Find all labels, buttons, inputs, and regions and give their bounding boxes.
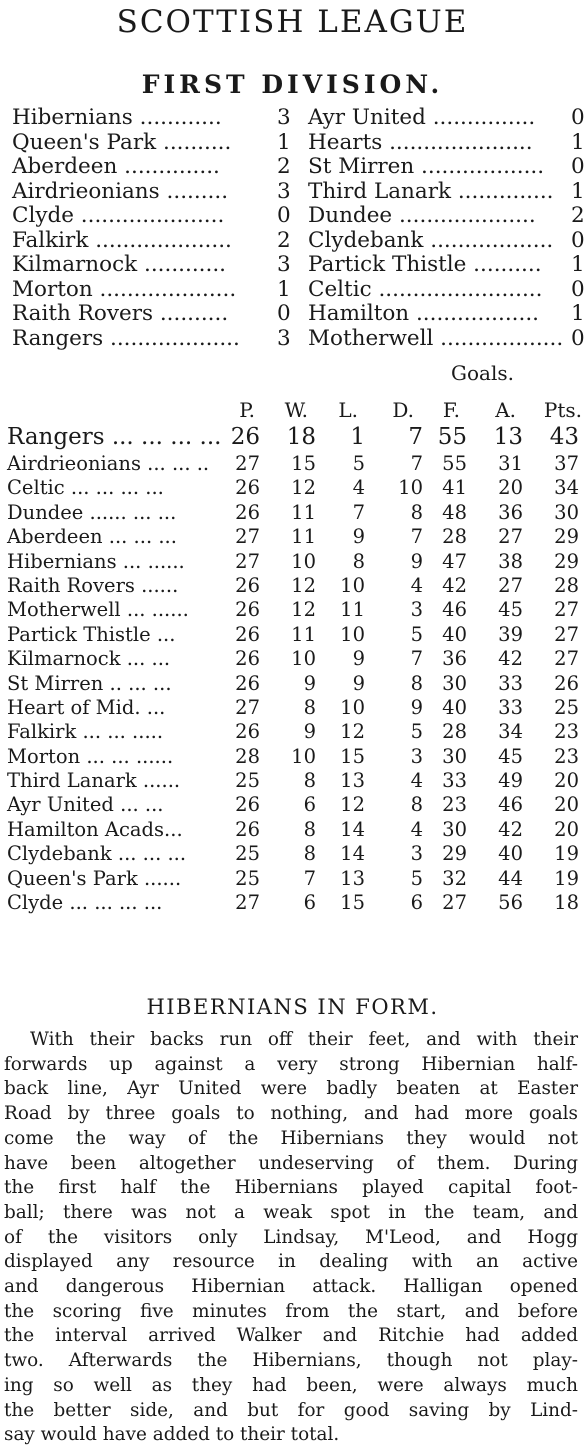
team-name: Ayr United ... ... <box>7 793 164 817</box>
stat-pts: 43 <box>549 424 579 450</box>
stat-l: 8 <box>352 549 365 573</box>
stat-a: 27 <box>498 573 523 597</box>
away-team: Hearts ..................... <box>308 129 533 155</box>
result-row <box>12 106 585 131</box>
stat-l: 14 <box>340 842 365 866</box>
stat-f: 29 <box>442 842 467 866</box>
stat-pts: 26 <box>554 671 579 695</box>
stat-f: 47 <box>442 549 467 573</box>
stat-f: 46 <box>442 598 467 622</box>
home-team: Aberdeen .............. <box>12 154 220 179</box>
stat-f: 32 <box>442 866 467 890</box>
stat-w: 11 <box>291 500 316 524</box>
stat-l: 4 <box>352 476 365 500</box>
stat-a: 40 <box>498 842 523 866</box>
stat-w: 8 <box>303 842 316 866</box>
stat-d: 5 <box>410 720 423 744</box>
away-goals: 0 <box>571 105 585 130</box>
stat-pts: 19 <box>554 866 579 890</box>
league-table <box>7 423 585 915</box>
team-name: Morton ... ... ...... <box>7 744 174 768</box>
article-line: With their backs run off their feet, and with their <box>30 1029 578 1050</box>
stat-f: 55 <box>442 452 467 475</box>
header-played: P. <box>239 398 255 422</box>
stat-d: 10 <box>398 476 423 500</box>
stat-w: 10 <box>291 549 316 573</box>
team-name: St Mirren .. ... ... <box>7 671 172 695</box>
stat-w: 12 <box>291 598 316 622</box>
home-goals: 0 <box>277 203 291 228</box>
stat-f: 41 <box>442 476 467 500</box>
away-team: Dundee .................... <box>308 203 536 228</box>
stat-l: 10 <box>340 573 365 597</box>
result-row <box>12 131 585 156</box>
stat-d: 7 <box>410 452 423 475</box>
header-won: W. <box>284 398 308 422</box>
stat-a: 33 <box>498 671 523 695</box>
article-line: forwards up against a very strong Hibernian half- <box>4 1053 578 1075</box>
table-row <box>7 720 585 744</box>
stat-d: 9 <box>410 549 423 573</box>
team-name: Aberdeen ... ... ... <box>7 525 177 549</box>
home-goals: 1 <box>277 129 291 155</box>
stat-f: 30 <box>442 671 467 695</box>
stat-a: 31 <box>498 452 523 475</box>
stat-p: 26 <box>230 424 260 450</box>
table-row <box>7 891 585 915</box>
stat-l: 10 <box>340 622 365 646</box>
stat-a: 49 <box>498 769 523 793</box>
stat-d: 4 <box>410 573 423 597</box>
article-heading: HIBERNIANS IN FORM. <box>146 995 439 1019</box>
stat-w: 10 <box>291 744 316 768</box>
away-goals: 1 <box>571 301 585 326</box>
stat-w: 6 <box>303 891 316 915</box>
away-goals: 1 <box>571 129 585 155</box>
article-line: say would have added to their total. <box>4 1424 340 1446</box>
stat-p: 26 <box>235 793 260 817</box>
stat-w: 8 <box>303 695 316 719</box>
team-name: Airdrieonians ... ... .. <box>7 452 210 475</box>
stat-w: 8 <box>303 769 316 793</box>
stat-l: 10 <box>340 695 365 719</box>
away-goals: 1 <box>571 252 585 277</box>
stat-f: 40 <box>442 695 467 719</box>
stat-f: 30 <box>442 744 467 768</box>
stat-a: 56 <box>498 891 523 915</box>
stat-pts: 20 <box>554 793 579 817</box>
stat-w: 12 <box>291 573 316 597</box>
table-row <box>7 647 585 671</box>
home-team: Kilmarnock ............ <box>12 252 227 277</box>
home-goals: 3 <box>277 105 291 130</box>
article-line: displayed any resource in dealing with an active <box>4 1251 578 1273</box>
stat-d: 9 <box>410 695 423 719</box>
stat-d: 3 <box>410 842 423 866</box>
home-team: Airdrieonians ......... <box>12 178 229 204</box>
article-line: and dangerous Hibernian attack. Halligan opened <box>4 1276 578 1298</box>
table-row <box>7 574 585 598</box>
home-goals: 3 <box>277 252 291 277</box>
home-goals: 2 <box>277 227 291 253</box>
stat-a: 38 <box>498 549 523 573</box>
stat-pts: 29 <box>554 525 579 549</box>
stat-l: 12 <box>340 793 365 817</box>
away-goals: 1 <box>571 178 585 204</box>
team-name: Celtic ... ... ... ... <box>7 476 164 500</box>
stat-pts: 25 <box>554 695 579 719</box>
team-name: Clyde ... ... ... ... <box>7 891 163 915</box>
stat-d: 4 <box>410 769 423 793</box>
header-goals-for: F. <box>442 398 460 422</box>
stat-pts: 34 <box>554 476 579 500</box>
stat-d: 7 <box>410 525 423 549</box>
stat-l: 15 <box>340 891 365 915</box>
away-team: St Mirren .................. <box>308 154 545 179</box>
stat-w: 9 <box>303 720 316 744</box>
stat-f: 33 <box>442 769 467 793</box>
table-column-headers <box>0 395 585 425</box>
results-list <box>12 106 585 351</box>
home-goals: 3 <box>277 325 291 351</box>
home-team: Hibernians ............ <box>12 105 222 130</box>
stat-d: 3 <box>410 598 423 622</box>
home-team: Falkirk .................... <box>12 227 232 253</box>
away-team: Third Lanark .............. <box>308 178 554 204</box>
team-name: Third Lanark ...... <box>7 769 181 793</box>
table-row <box>7 818 585 842</box>
stat-f: 42 <box>442 573 467 597</box>
article-line: of the visitors only Lindsay, M'Leod, and Hogg <box>4 1226 578 1248</box>
home-team: Morton .................... <box>12 276 237 302</box>
home-team: Rangers ................... <box>12 325 240 351</box>
stat-d: 3 <box>410 744 423 768</box>
stat-p: 25 <box>235 842 260 866</box>
result-row <box>12 229 585 254</box>
stat-p: 27 <box>235 891 260 915</box>
stat-d: 7 <box>410 647 423 671</box>
article-line: the scoring five minutes from the start, and before <box>4 1300 578 1322</box>
header-lost: L. <box>338 398 358 422</box>
stat-l: 15 <box>340 744 365 768</box>
team-name: Kilmarnock ... ... <box>7 647 171 671</box>
stat-l: 7 <box>352 500 365 524</box>
stat-w: 11 <box>291 525 316 549</box>
stat-f: 40 <box>442 622 467 646</box>
stat-l: 9 <box>352 647 365 671</box>
stat-pts: 27 <box>554 647 579 671</box>
home-goals: 0 <box>277 301 291 326</box>
header-drawn: D. <box>392 398 414 422</box>
stat-p: 25 <box>235 769 260 793</box>
table-row <box>7 623 585 647</box>
stat-l: 1 <box>350 424 365 450</box>
stat-f: 27 <box>442 891 467 915</box>
result-row <box>12 327 585 352</box>
table-row <box>7 452 585 476</box>
article-line: Road by three goals to nothing, and had more goals <box>4 1103 578 1125</box>
stat-l: 9 <box>352 525 365 549</box>
stat-pts: 28 <box>554 573 579 597</box>
stat-pts: 37 <box>554 452 579 475</box>
article-line: the interval arrived Walker and Ritchie had added <box>4 1325 578 1347</box>
stat-d: 7 <box>408 424 423 450</box>
stat-a: 33 <box>498 695 523 719</box>
result-row <box>12 302 585 327</box>
stat-a: 44 <box>498 866 523 890</box>
stat-pts: 19 <box>554 842 579 866</box>
result-row <box>12 180 585 205</box>
stat-l: 13 <box>340 866 365 890</box>
stat-w: 8 <box>303 817 316 841</box>
stat-p: 27 <box>235 525 260 549</box>
stat-f: 30 <box>442 817 467 841</box>
stat-d: 8 <box>410 671 423 695</box>
team-name: Clydebank ... ... ... <box>7 842 187 866</box>
team-name: Motherwell ... ...... <box>7 598 189 622</box>
stat-w: 15 <box>291 452 316 475</box>
article-line: ing so well as they had been, were always much <box>4 1374 578 1396</box>
stat-a: 39 <box>498 622 523 646</box>
stat-pts: 23 <box>554 744 579 768</box>
stat-w: 7 <box>303 866 316 890</box>
home-team: Raith Rovers .......... <box>12 301 229 326</box>
away-team: Ayr United ............... <box>308 105 536 130</box>
stat-a: 36 <box>498 500 523 524</box>
stat-l: 11 <box>340 598 365 622</box>
stat-a: 45 <box>498 744 523 768</box>
away-goals: 0 <box>571 154 585 179</box>
stat-a: 20 <box>498 476 523 500</box>
stat-l: 14 <box>340 817 365 841</box>
article-line: have been altogether undeserving of them. During <box>4 1152 578 1174</box>
away-goals: 0 <box>571 227 585 253</box>
table-row <box>7 598 585 622</box>
home-goals: 3 <box>277 178 291 204</box>
table-row <box>7 793 585 817</box>
away-team: Motherwell .................. <box>308 325 564 351</box>
home-goals: 1 <box>277 276 291 302</box>
stat-pts: 23 <box>554 720 579 744</box>
team-name: Raith Rovers ...... <box>7 573 179 597</box>
stat-p: 26 <box>235 647 260 671</box>
stat-p: 26 <box>235 500 260 524</box>
stat-l: 5 <box>352 452 365 475</box>
team-name: Hamilton Acads... <box>7 817 183 841</box>
table-row <box>7 769 585 793</box>
stat-d: 8 <box>410 793 423 817</box>
stat-f: 28 <box>442 720 467 744</box>
stat-p: 26 <box>235 598 260 622</box>
stat-w: 10 <box>291 647 316 671</box>
stat-p: 26 <box>235 622 260 646</box>
stat-pts: 18 <box>554 891 579 915</box>
article-line: back line, Ayr United were badly beaten at Easter <box>4 1078 578 1100</box>
stat-a: 42 <box>498 817 523 841</box>
stat-l: 9 <box>352 671 365 695</box>
table-row <box>7 696 585 720</box>
team-name: Hibernians ... ...... <box>7 549 185 573</box>
home-team: Queen's Park .......... <box>12 129 232 155</box>
stat-w: 6 <box>303 793 316 817</box>
table-row <box>7 550 585 574</box>
away-team: Hamilton .................. <box>308 301 539 326</box>
article-line: two. Afterwards the Hibernians, though not play- <box>4 1350 578 1372</box>
team-name: Dundee ...... ... ... <box>7 500 177 524</box>
stat-w: 12 <box>291 476 316 500</box>
division-subtitle: FIRST DIVISION. <box>141 70 444 99</box>
stat-p: 26 <box>235 817 260 841</box>
away-goals: 0 <box>571 325 585 351</box>
away-team: Partick Thistle .......... <box>308 252 542 277</box>
stat-d: 6 <box>410 891 423 915</box>
header-goals-against: A. <box>495 398 516 422</box>
stat-pts: 20 <box>554 769 579 793</box>
stat-a: 46 <box>498 793 523 817</box>
away-goals: 0 <box>571 276 585 302</box>
stat-l: 13 <box>340 769 365 793</box>
stat-f: 23 <box>442 793 467 817</box>
stat-pts: 29 <box>554 549 579 573</box>
stat-a: 45 <box>498 598 523 622</box>
stat-d: 8 <box>410 500 423 524</box>
stat-p: 28 <box>235 744 260 768</box>
stat-p: 26 <box>235 671 260 695</box>
article-line: the better side, and but for good saving by Lind- <box>4 1399 578 1421</box>
page-title: SCOTTISH LEAGUE <box>116 4 469 40</box>
table-row <box>7 501 585 525</box>
stat-f: 55 <box>437 424 467 450</box>
stat-p: 27 <box>235 549 260 573</box>
article-line: the first half the Hibernians played capital foot- <box>4 1177 578 1199</box>
team-name: Rangers ... ... ... ... <box>7 424 222 450</box>
stat-l: 12 <box>340 720 365 744</box>
stat-p: 26 <box>235 720 260 744</box>
stat-w: 11 <box>291 622 316 646</box>
stat-f: 48 <box>442 500 467 524</box>
goals-header: Goals. <box>451 361 514 385</box>
stat-w: 18 <box>286 424 316 450</box>
stat-p: 26 <box>235 573 260 597</box>
table-row <box>7 476 585 500</box>
result-row <box>12 253 585 278</box>
stat-a: 34 <box>498 720 523 744</box>
table-row <box>7 423 585 452</box>
stat-pts: 30 <box>554 500 579 524</box>
stat-pts: 27 <box>554 598 579 622</box>
team-name: Queen's Park ...... <box>7 866 182 890</box>
stat-pts: 27 <box>554 622 579 646</box>
team-name: Falkirk ... ... ..... <box>7 720 164 744</box>
home-goals: 2 <box>277 154 291 179</box>
header-points: Pts. <box>543 398 582 422</box>
stat-w: 9 <box>303 671 316 695</box>
stat-a: 13 <box>493 424 523 450</box>
stat-p: 27 <box>235 452 260 475</box>
table-row <box>7 672 585 696</box>
result-row <box>12 155 585 180</box>
article-line: ball; there was not a weak spot in the team, and <box>4 1201 578 1223</box>
stat-p: 27 <box>235 695 260 719</box>
stat-f: 28 <box>442 525 467 549</box>
home-team: Clyde ..................... <box>12 203 225 228</box>
stat-p: 25 <box>235 866 260 890</box>
result-row <box>12 278 585 303</box>
stat-p: 26 <box>235 476 260 500</box>
stat-a: 42 <box>498 647 523 671</box>
stat-d: 5 <box>410 622 423 646</box>
stat-a: 27 <box>498 525 523 549</box>
article-body <box>4 1028 578 1448</box>
team-name: Heart of Mid. ... <box>7 695 166 719</box>
article-line: come the way of the Hibernians they would not <box>4 1127 578 1149</box>
away-team: Celtic ........................ <box>308 276 543 302</box>
stat-f: 36 <box>442 647 467 671</box>
table-row <box>7 867 585 891</box>
away-team: Clydebank .................. <box>308 227 554 253</box>
result-row <box>12 204 585 229</box>
table-row <box>7 745 585 769</box>
table-row <box>7 842 585 866</box>
stat-pts: 20 <box>554 817 579 841</box>
away-goals: 2 <box>571 203 585 228</box>
team-name: Partick Thistle ... <box>7 622 176 646</box>
stat-d: 5 <box>410 866 423 890</box>
table-row <box>7 525 585 549</box>
stat-d: 4 <box>410 817 423 841</box>
